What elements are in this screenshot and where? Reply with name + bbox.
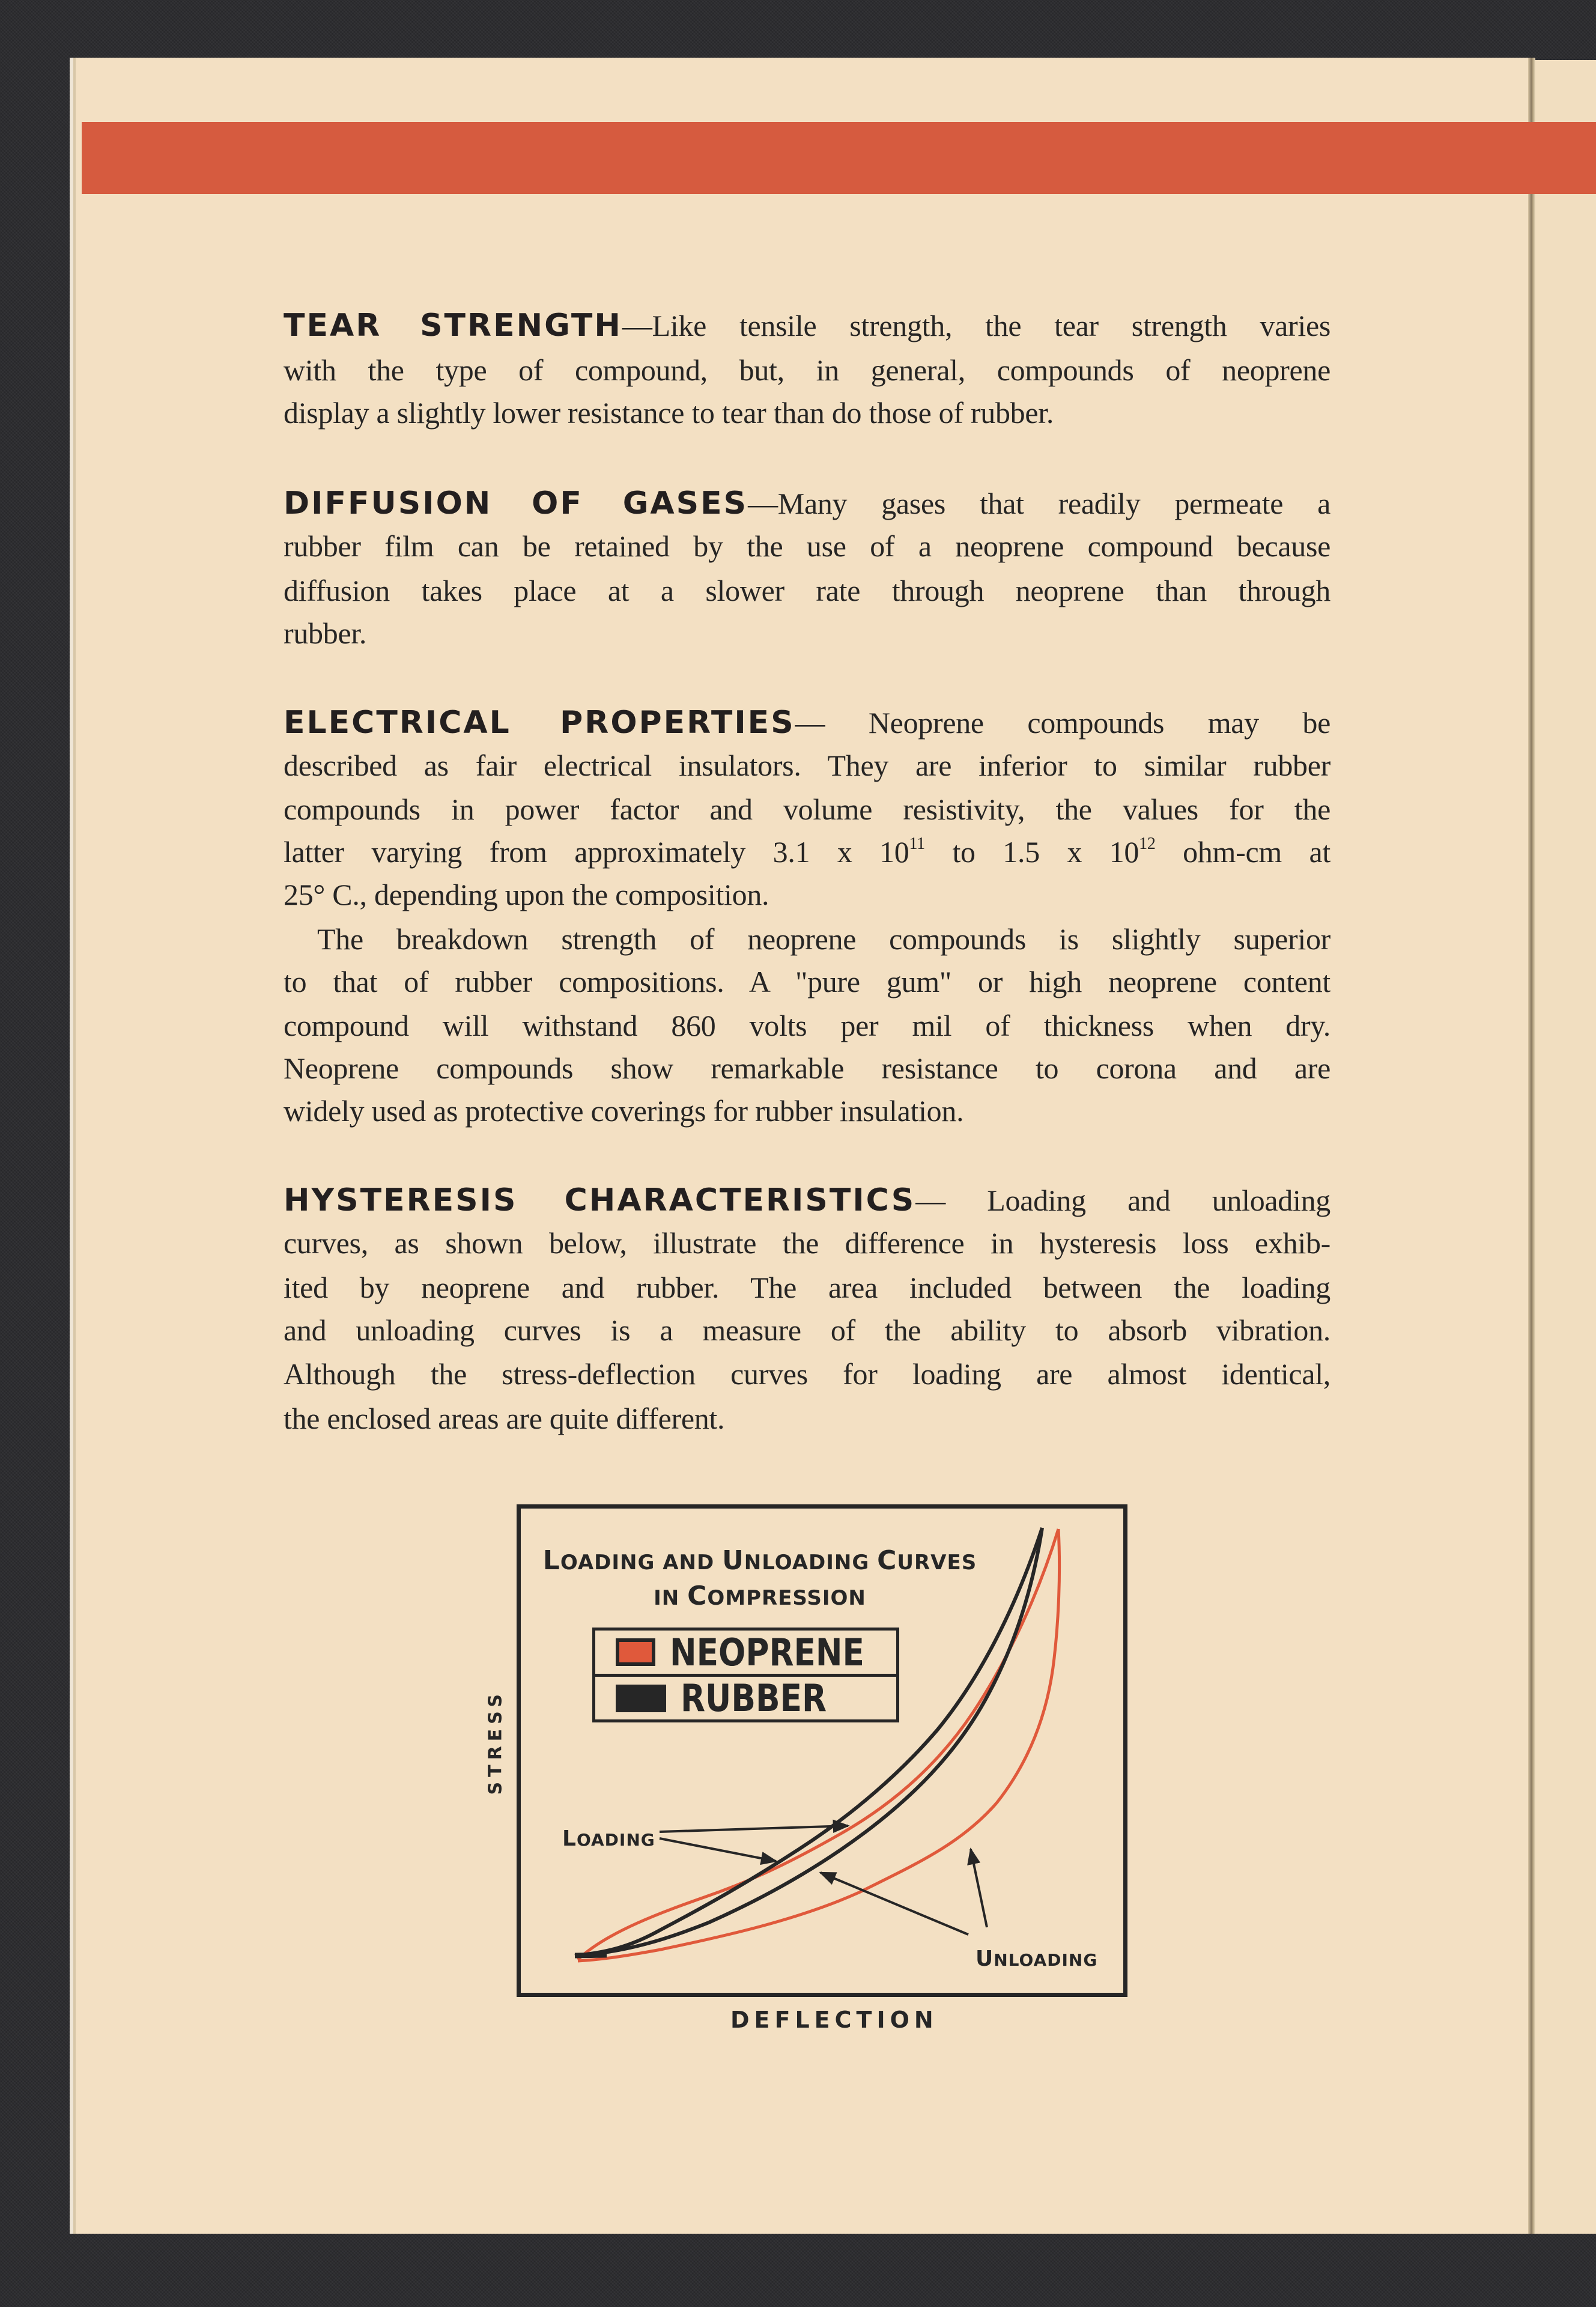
header-accent-band <box>82 122 1596 194</box>
heading-hysteresis-characteristics: HYSTERESIS CHARACTERISTICS <box>284 1182 916 1218</box>
heading-diffusion-of-gases: DIFFUSION OF GASES <box>284 485 748 521</box>
y-axis-label: STRESS <box>485 1689 506 1795</box>
neoprene-swatch-icon <box>616 1638 655 1666</box>
body-text: to 1.5 x 10 <box>924 835 1139 869</box>
facing-page-edge <box>1535 60 1596 2234</box>
chart-legend <box>592 1628 899 1722</box>
body-line: ited by neoprene and rubber. The area included between the loading <box>284 1271 1331 1304</box>
legend-label: NEOPRENE <box>670 1630 865 1674</box>
title-text: OMPRESSION <box>707 1586 866 1610</box>
body-line: widely used as protective coverings for rubber insulation. <box>284 1094 964 1128</box>
loading-annotation <box>562 1826 655 1851</box>
body-line: The breakdown strength of neoprene compounds is slightly superior <box>317 922 1331 956</box>
body-line: compounds in power factor and volume resistivity, the values for the <box>284 792 1331 826</box>
title-cap: U <box>722 1545 744 1576</box>
legend-label: RUBBER <box>681 1676 827 1720</box>
body-text: latter varying from approximately 3.1 x 10 <box>284 835 909 869</box>
title-text: NLOADING <box>744 1551 870 1575</box>
title-text: AND <box>663 1551 715 1575</box>
chart-title-line-1 <box>541 1545 979 1576</box>
body-line: diffusion takes place at a slower rate through neoprene than through <box>284 574 1331 607</box>
body-line: to that of rubber compositions. A "pure gum" or high neoprene content <box>284 965 1331 998</box>
legend-item-neoprene <box>595 1631 896 1677</box>
anno-text: OADING <box>576 1830 655 1850</box>
title-cap: C <box>877 1545 897 1576</box>
section-tear-strength <box>284 308 1331 344</box>
heading-electrical-properties: ELECTRICAL PROPERTIES <box>284 705 795 741</box>
title-text: IN <box>654 1586 680 1610</box>
legend-item-rubber <box>595 1677 896 1719</box>
body-text: —Like tensile strength, the tear strength varies <box>622 309 1331 342</box>
x-axis-label: DEFLECTION <box>730 2007 938 2033</box>
section-electrical-properties <box>284 705 1331 741</box>
body-text: — Loading and unloading <box>915 1184 1331 1217</box>
chart-title-line-2 <box>541 1581 979 1611</box>
book-spine <box>1528 58 1535 2234</box>
anno-cap: U <box>976 1947 994 1971</box>
body-line: display a slightly lower resistance to tear than do those of rubber. <box>284 396 1054 430</box>
exponent: 12 <box>1139 834 1156 853</box>
anno-text: NLOADING <box>994 1950 1098 1970</box>
body-line: curves, as shown below, illustrate the difference in hysteresis loss exhib- <box>284 1226 1331 1260</box>
body-line: Neoprene compounds show remarkable resistance to corona and are <box>284 1051 1331 1085</box>
body-line: 25° C., depending upon the composition. <box>284 878 769 911</box>
body-line: and unloading curves is a measure of the ability to absorb vibration. <box>284 1313 1331 1347</box>
title-text: URVES <box>897 1551 977 1575</box>
anno-cap: L <box>562 1826 577 1851</box>
body-line: compound will withstand 860 volts per mil of thickness when dry. <box>284 1009 1331 1042</box>
exponent: 11 <box>909 834 925 853</box>
title-text: OADING <box>560 1551 655 1575</box>
section-hysteresis <box>284 1182 1331 1218</box>
body-line: described as fair electrical insulators. They are inferior to similar rubber <box>284 749 1331 782</box>
heading-tear-strength: TEAR STRENGTH <box>284 308 622 344</box>
unloading-annotation <box>976 1947 1097 1971</box>
body-text: — Neoprene compounds may be <box>795 706 1331 740</box>
body-text: ohm-cm at <box>1155 835 1331 869</box>
chart-frame <box>517 1504 1127 1997</box>
body-line: the enclosed areas are quite different. <box>284 1402 725 1435</box>
body-line: with the type of compound, but, in general, compounds of neoprene <box>284 353 1331 387</box>
title-cap: C <box>687 1581 708 1611</box>
body-line: rubber film can be retained by the use of a neoprene compound because <box>284 529 1331 563</box>
body-line: rubber. <box>284 616 367 650</box>
body-line: Although the stress-deflection curves for loading are almost identical, <box>284 1357 1331 1391</box>
body-text: —Many gases that readily permeate a <box>748 487 1331 520</box>
section-diffusion-of-gases <box>284 485 1331 521</box>
resistivity-line <box>284 834 1331 870</box>
title-cap: L <box>542 1545 560 1576</box>
rubber-swatch-icon <box>616 1685 666 1712</box>
